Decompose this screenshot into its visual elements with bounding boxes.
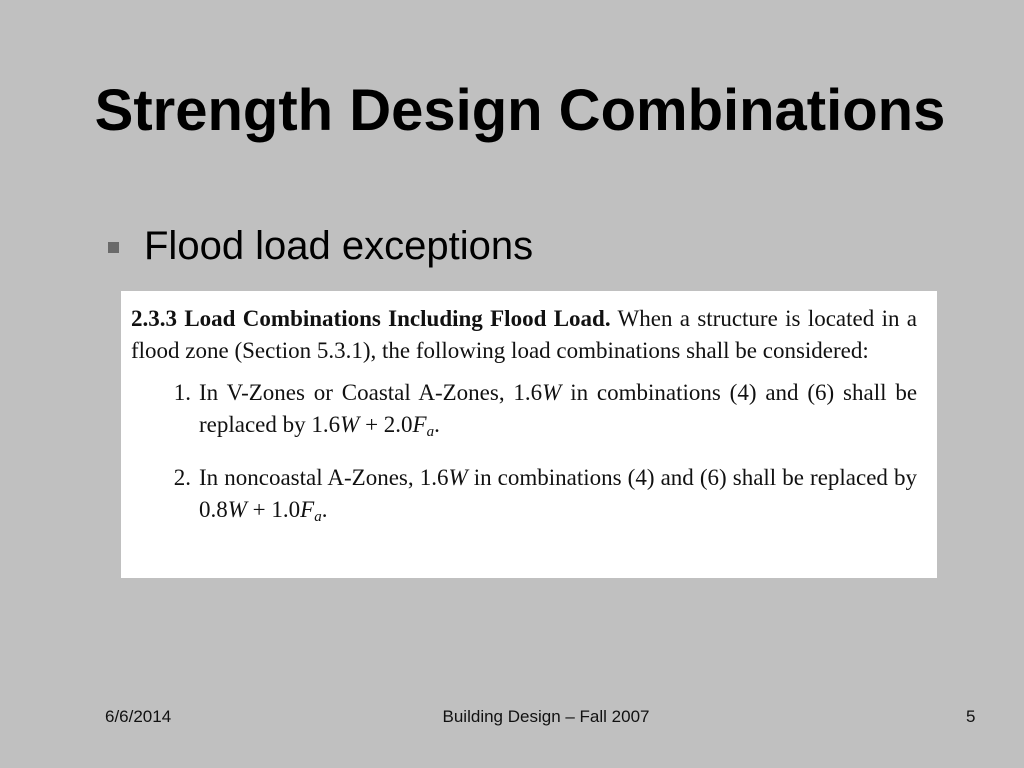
list-item-text: In V-Zones or Coastal A-Zones, 1.6W in combinations (4) and (6) shall be replaced by $1.6W + 2.0F_a$.: [199, 380, 918, 440]
footer-course: Building Design – Fall 2007: [442, 707, 650, 726]
list-item: [131, 377, 917, 448]
code-excerpt-image: [121, 291, 937, 578]
bullet-text: Flood load exceptions: [144, 224, 534, 268]
slide-title: Strength Design Combinations: [94, 78, 946, 143]
footer-date: 6/6/2014: [105, 707, 172, 726]
bullet-item: [108, 222, 533, 270]
excerpt-list: [131, 377, 917, 533]
excerpt-intro: When a structure is located in a flood zone (Section 5.3.1), the following load combinations shall be considered:: [131, 306, 918, 363]
list-item-text: In noncoastal A-Zones, 1.6W in combinations (4) and (6) shall be replaced by $0.8W + 1.0F_a$.: [199, 465, 917, 525]
list-item-number: 1.: [173, 380, 191, 405]
excerpt-heading: 2.3.3 Load Combinations Including Flood Load.: [131, 306, 611, 331]
excerpt-paragraph: [131, 303, 917, 367]
list-item-number: 2.: [173, 465, 191, 490]
square-bullet-icon: [108, 242, 119, 253]
slide-number: 5: [966, 707, 976, 726]
list-item: [131, 462, 917, 533]
